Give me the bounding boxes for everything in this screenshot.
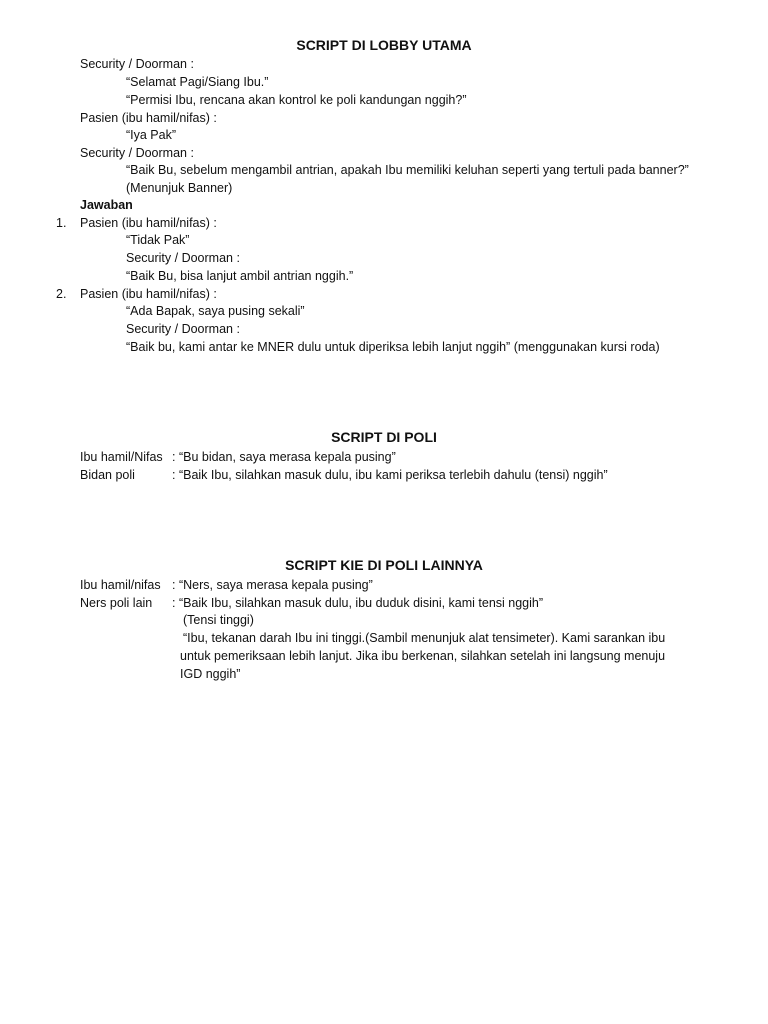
dialogue-line: “Baik Bu, bisa lanjut ambil antrian nggih.” — [126, 269, 354, 283]
speaker-security: Security / Doorman : — [126, 322, 240, 336]
speaker-label: Ners poli lain — [80, 596, 153, 610]
subheading-jawaban: Jawaban — [80, 198, 133, 212]
list-number: 1. — [56, 216, 67, 230]
dialogue-line: “Tidak Pak” — [126, 233, 190, 247]
dialogue-line: “Permisi Ibu, rencana akan kontrol ke poli kandungan nggih?” — [126, 93, 467, 107]
speaker-security: Security / Doorman : — [80, 146, 194, 160]
dialogue-line: untuk pemeriksaan lebih lanjut. Jika ibu berkenan, silahkan setelah ini langsung menuju — [180, 649, 666, 663]
list-number: 2. — [56, 287, 67, 301]
dialogue-line: : “Ners, saya merasa kepala pusing” — [172, 578, 373, 592]
dialogue-line: “Baik Bu, sebelum mengambil antrian, apakah Ibu memiliki keluhan seperti yang tertuli pada banner?” — [126, 163, 689, 177]
speaker-patient: Pasien (ibu hamil/nifas) : — [80, 111, 217, 125]
section-title-kie: SCRIPT KIE DI POLI LAINNYA — [285, 557, 483, 573]
dialogue-line: “Ada Bapak, saya pusing sekali” — [126, 304, 305, 318]
speaker-label: Ibu hamil/Nifas — [80, 450, 163, 464]
dialogue-line: IGD nggih” — [180, 667, 241, 681]
speaker-security: Security / Doorman : — [80, 57, 194, 71]
section-title-poli: SCRIPT DI POLI — [331, 429, 437, 445]
stage-direction: (Tensi tinggi) — [183, 613, 254, 627]
dialogue-line: “Selamat Pagi/Siang Ibu.” — [126, 75, 269, 89]
dialogue-line: : “Baik Ibu, silahkan masuk dulu, ibu kami periksa terlebih dahulu (tensi) nggih” — [172, 468, 608, 482]
speaker-security: Security / Doorman : — [126, 251, 240, 265]
dialogue-line: : “Baik Ibu, silahkan masuk dulu, ibu duduk disini, kami tensi nggih” — [172, 596, 544, 610]
speaker-label: Bidan poli — [80, 468, 135, 482]
dialogue-line: “Ibu, tekanan darah Ibu ini tinggi.(Sambil menunjuk alat tensimeter). Kami sarankan ibu — [183, 631, 666, 645]
speaker-patient: Pasien (ibu hamil/nifas) : — [80, 287, 217, 301]
stage-direction: (Menunjuk Banner) — [126, 181, 233, 195]
dialogue-line: “Iya Pak” — [126, 128, 177, 142]
dialogue-line: : “Bu bidan, saya merasa kepala pusing” — [172, 450, 396, 464]
speaker-label: Ibu hamil/nifas — [80, 578, 161, 592]
section-title-lobby: SCRIPT DI LOBBY UTAMA — [296, 37, 472, 53]
dialogue-line: “Baik bu, kami antar ke MNER dulu untuk diperiksa lebih lanjut nggih” (menggunakan kursi roda) — [126, 340, 660, 354]
speaker-patient: Pasien (ibu hamil/nifas) : — [80, 216, 217, 230]
